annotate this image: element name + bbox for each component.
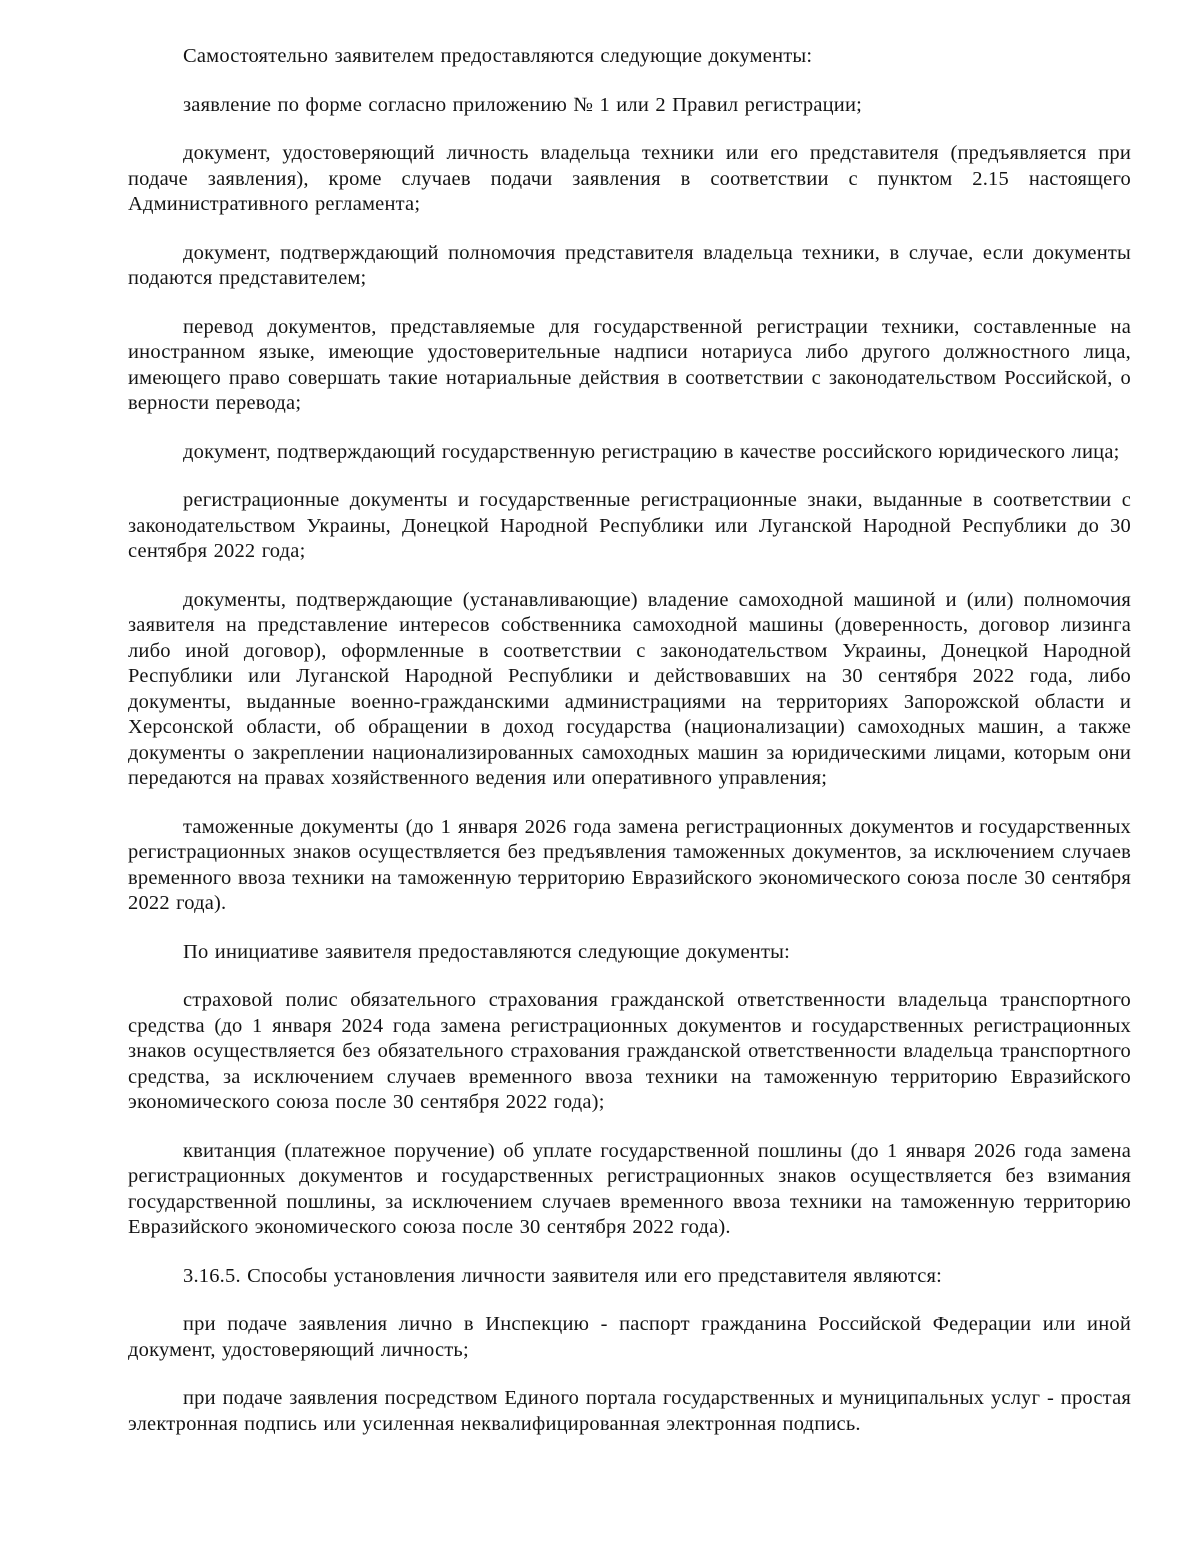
paragraph-identity-document: документ, удостоверяющий личность владельца техники или его представителя (предъявляется при подаче заявления), кроме случаев подачи заявления в соответствии с пунктом 2.15 настоящего Административного регламента; bbox=[128, 142, 1131, 215]
paragraph-insurance-policy: страховой полис обязательного страхования гражданской ответственности владельца транспортного средства (до 1 января 2024 года замена регистрационных документов и государственных регистрационных знаков осуществляется без обязательного страхования гражданской ответственности владельца транспортного средства, за исключением случаев временного ввоза техники на таможенную территорию Евразийского экономического союза после 30 сентября 2022 года); bbox=[128, 989, 1131, 1113]
paragraph-representative-authority: документ, подтверждающий полномочия представителя владельца техники, в случае, если документы подаются представителем; bbox=[128, 241, 1131, 289]
document-body bbox=[128, 44, 1131, 1460]
paragraph-state-fee-receipt: квитанция (платежное поручение) об уплате государственной пошлины (до 1 января 2026 года замена регистрационных документов и государственных регистрационных знаков осуществляется без взимания государственной пошлины, за исключением случаев временного ввоза техники на таможенную территорию Евразийского экономического союза после 30 сентября 2022 года). bbox=[128, 1139, 1131, 1238]
paragraph-in-person-identification: при подаче заявления лично в Инспекцию - паспорт гражданина Российской Федерации или иной документ, удостоверяющий личность; bbox=[128, 1313, 1131, 1361]
paragraph-initiative-heading: По инициативе заявителя предоставляются следующие документы: bbox=[183, 940, 790, 963]
paragraph-customs-documents: таможенные документы (до 1 января 2026 года замена регистрационных документов и государственных регистрационных знаков осуществляется без предъявления таможенных документов, за исключением случаев временного ввоза техники на таможенную территорию Евразийского экономического союза после 30 сентября 2022 года). bbox=[128, 815, 1131, 914]
paragraph-registration-documents: регистрационные документы и государственные регистрационные знаки, выданные в соответствии с законодательством Украины, Донецкой Народной Республики или Луганской Народной Республики до 30 сентября 2022 года; bbox=[128, 489, 1131, 562]
paragraph-ownership-documents: документы, подтверждающие (устанавливающие) владение самоходной машиной и (или) полномочия заявителя на представление интересов собственника самоходной машины (доверенность, договор лизинга либо иной договор), оформленные в соответствии с законодательством Украины, Донецкой Народной Республики или Луганской Народной Республики и действовавших на 30 сентября 2022 года, либо документы, выданные военно-гражданскими администрациями на территориях Запорожской области и Херсонской области, об обращении в доход государства (национализации) самоходных машин, а также документы о закреплении национализированных самоходных машин за юридическими лицами, которым они передаются на правах хозяйственного ведения или оперативного управления; bbox=[128, 588, 1131, 789]
paragraph-application-form: заявление по форме согласно приложению № 1 или 2 Правил регистрации; bbox=[183, 93, 863, 116]
paragraph-portal-identification: при подаче заявления посредством Единого портала государственных и муниципальных услуг - простая электронная подпись или усиленная неквалифицированная электронная подпись. bbox=[128, 1387, 1131, 1435]
paragraph-section-3-16-5: 3.16.5. Способы установления личности заявителя или его представителя являются: bbox=[183, 1264, 943, 1287]
paragraph-self-provided-heading: Самостоятельно заявителем предоставляются следующие документы: bbox=[183, 45, 813, 67]
paragraph-legal-entity-registration: документ, подтверждающий государственную регистрацию в качестве российского юридического лица; bbox=[183, 440, 1120, 463]
paragraph-translation: перевод документов, представляемые для государственной регистрации техники, составленные на иностранном языке, имеющие удостоверительные надписи нотариуса либо другого должностного лица, имеющего право совершать такие нотариальные действия в соответствии с законодательством Российской, о верности перевода; bbox=[128, 315, 1131, 414]
